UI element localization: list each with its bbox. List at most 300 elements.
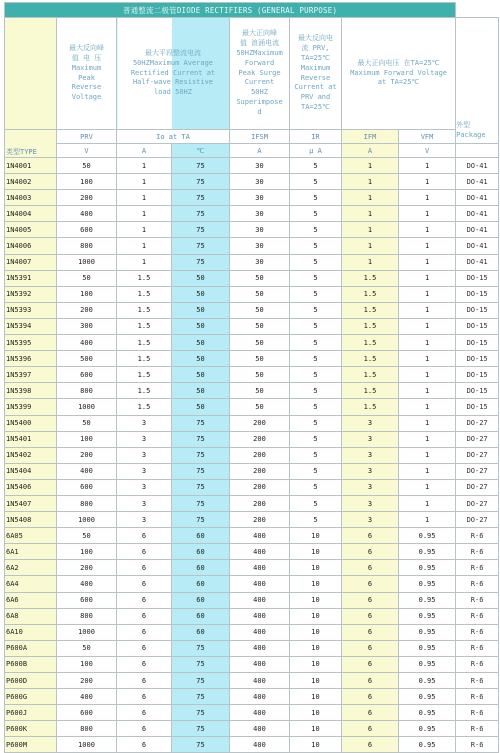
- table-row: [5, 689, 499, 705]
- ir-value: 5: [290, 158, 342, 174]
- vfm-value: 1: [399, 286, 456, 302]
- table-row: [5, 576, 499, 592]
- ir-value: 5: [290, 383, 342, 399]
- ifm-value: 3: [342, 479, 399, 495]
- ifm-value: 3: [342, 463, 399, 479]
- io-value: 6: [117, 592, 172, 608]
- part-number: 1N5394: [5, 318, 57, 334]
- io-value: 6: [117, 721, 172, 737]
- part-number: 6A05: [5, 528, 57, 544]
- ir-value: 5: [290, 286, 342, 302]
- part-number: 6A2: [5, 560, 57, 576]
- ir-value: 5: [290, 351, 342, 367]
- ir-unit: μ A: [290, 144, 342, 158]
- ta-value: 75: [172, 222, 230, 238]
- prv-value: 400: [57, 689, 117, 705]
- prv-value: 400: [57, 463, 117, 479]
- prv-value: 100: [57, 286, 117, 302]
- prv-value: 800: [57, 608, 117, 624]
- io-value: 6: [117, 624, 172, 640]
- package-unit-blank: [456, 144, 499, 158]
- ifm-value: 6: [342, 560, 399, 576]
- package-value: R-6: [456, 689, 499, 705]
- vfm-value: 1: [399, 415, 456, 431]
- io-value: 3: [117, 512, 172, 528]
- part-number: 6A4: [5, 576, 57, 592]
- vfm-value: 0.95: [399, 576, 456, 592]
- part-number: 1N4006: [5, 238, 57, 254]
- ifsm-value: 200: [230, 431, 290, 447]
- part-number: 1N5401: [5, 431, 57, 447]
- io-value: 6: [117, 544, 172, 560]
- table-row: [5, 206, 499, 222]
- ta-value: 75: [172, 254, 230, 270]
- ifsm-value: 200: [230, 495, 290, 511]
- io-value: 3: [117, 495, 172, 511]
- vfm-value: 1: [399, 351, 456, 367]
- vfm-header: VFM: [399, 130, 456, 144]
- ifsm-value: 400: [230, 689, 290, 705]
- ifm-value: 1.5: [342, 335, 399, 351]
- io-value: 6: [117, 656, 172, 672]
- part-number: 1N4005: [5, 222, 57, 238]
- table-row: [5, 222, 499, 238]
- vfm-value: 1: [399, 399, 456, 415]
- vfm-unit: V: [399, 144, 456, 158]
- package-value: DO-41: [456, 174, 499, 190]
- package-value: DO-15: [456, 318, 499, 334]
- ifm-value: 1: [342, 158, 399, 174]
- part-number: 1N5399: [5, 399, 57, 415]
- prv-value: 1000: [57, 399, 117, 415]
- io-value: 3: [117, 447, 172, 463]
- ifm-value: 6: [342, 705, 399, 721]
- package-value: DO-15: [456, 302, 499, 318]
- prv-value: 800: [57, 238, 117, 254]
- ta-value: 75: [172, 206, 230, 222]
- ifsm-value: 400: [230, 673, 290, 689]
- table-row: [5, 495, 499, 511]
- package-value: DO-41: [456, 222, 499, 238]
- vfm-value: 0.95: [399, 544, 456, 560]
- table-row: [5, 158, 499, 174]
- vfm-value: 0.95: [399, 673, 456, 689]
- vfm-value: 0.95: [399, 640, 456, 656]
- title-row: [5, 3, 499, 18]
- io-value: 1.5: [117, 383, 172, 399]
- type-header: 类型TYPE: [5, 130, 57, 158]
- ir-value: 10: [290, 721, 342, 737]
- table-row: [5, 383, 499, 399]
- io-value: 1.5: [117, 351, 172, 367]
- ta-value: 60: [172, 592, 230, 608]
- table-row: [5, 286, 499, 302]
- ifsm-value: 400: [230, 721, 290, 737]
- ir-value: 5: [290, 335, 342, 351]
- table-row: [5, 705, 499, 721]
- part-number: 1N5395: [5, 335, 57, 351]
- package-value: DO-41: [456, 254, 499, 270]
- table-row: [5, 624, 499, 640]
- ta-value: 50: [172, 351, 230, 367]
- ifsm-value: 400: [230, 705, 290, 721]
- table-row: [5, 190, 499, 206]
- vfm-value: 0.95: [399, 705, 456, 721]
- prv-value: 200: [57, 560, 117, 576]
- table-row: [5, 270, 499, 286]
- ta-value: 75: [172, 689, 230, 705]
- ifm-value: 6: [342, 544, 399, 560]
- vfm-value: 1: [399, 383, 456, 399]
- part-number: 6A8: [5, 608, 57, 624]
- io-value: 3: [117, 463, 172, 479]
- package-value: DO-27: [456, 415, 499, 431]
- table-row: [5, 479, 499, 495]
- part-number: 1N5407: [5, 495, 57, 511]
- io-value: 1: [117, 238, 172, 254]
- io-value: 6: [117, 640, 172, 656]
- ir-description: 最大反向电 流 PRV, TA=25℃ Maximum Reverse Current at PRV and TA=25℃: [290, 18, 342, 130]
- ifm-value: 3: [342, 495, 399, 511]
- table-row: [5, 238, 499, 254]
- prv-value: 50: [57, 158, 117, 174]
- vfm-value: 1: [399, 335, 456, 351]
- ir-value: 5: [290, 318, 342, 334]
- vfm-value: 0.95: [399, 560, 456, 576]
- vfm-value: 0.95: [399, 608, 456, 624]
- ifsm-value: 50: [230, 335, 290, 351]
- vfm-value: 1: [399, 318, 456, 334]
- ifm-value: 1: [342, 174, 399, 190]
- prv-value: 1000: [57, 254, 117, 270]
- part-number: P600D: [5, 673, 57, 689]
- ifm-value: 6: [342, 673, 399, 689]
- ifsm-value: 30: [230, 190, 290, 206]
- ifm-value: 6: [342, 640, 399, 656]
- ifm-value: 3: [342, 512, 399, 528]
- package-value: DO-41: [456, 158, 499, 174]
- vfm-value: 0.95: [399, 737, 456, 753]
- vfm-value: 0.95: [399, 528, 456, 544]
- prv-value: 600: [57, 367, 117, 383]
- io-value: 6: [117, 560, 172, 576]
- package-value: R-6: [456, 721, 499, 737]
- ifsm-value: 30: [230, 222, 290, 238]
- table-row: [5, 608, 499, 624]
- ta-value: 75: [172, 158, 230, 174]
- vfm-value: 0.95: [399, 721, 456, 737]
- ifsm-unit: A: [230, 144, 290, 158]
- prv-value: 200: [57, 302, 117, 318]
- vfm-value: 0.95: [399, 624, 456, 640]
- prv-value: 600: [57, 705, 117, 721]
- ta-value: 75: [172, 495, 230, 511]
- ifsm-value: 400: [230, 656, 290, 672]
- ir-value: 5: [290, 270, 342, 286]
- ta-value: 60: [172, 528, 230, 544]
- ir-value: 5: [290, 174, 342, 190]
- ifsm-value: 400: [230, 544, 290, 560]
- vfm-value: 1: [399, 302, 456, 318]
- package-value: R-6: [456, 544, 499, 560]
- ta-value: 75: [172, 479, 230, 495]
- package-value: R-6: [456, 737, 499, 753]
- table-row: [5, 318, 499, 334]
- ifm-value: 6: [342, 656, 399, 672]
- io-value: 6: [117, 689, 172, 705]
- table-title: 普通整流二极管DIODE RECTIFIERS (GENERAL PURPOSE): [5, 3, 456, 18]
- ir-value: 5: [290, 190, 342, 206]
- diode-spec-table: [4, 2, 499, 753]
- io-unit: A: [117, 144, 172, 158]
- prv-value: 50: [57, 640, 117, 656]
- io-value: 1.5: [117, 367, 172, 383]
- package-value: DO-27: [456, 447, 499, 463]
- prv-value: 50: [57, 415, 117, 431]
- ir-value: 10: [290, 656, 342, 672]
- table-row: [5, 431, 499, 447]
- package-value: R-6: [456, 624, 499, 640]
- part-number: 1N5400: [5, 415, 57, 431]
- ifsm-value: 400: [230, 624, 290, 640]
- part-number: 1N5391: [5, 270, 57, 286]
- ifm-value: 3: [342, 415, 399, 431]
- prv-value: 1000: [57, 512, 117, 528]
- type-header-blank: [5, 18, 57, 130]
- prv-value: 200: [57, 190, 117, 206]
- prv-value: 200: [57, 673, 117, 689]
- ifm-value: 1: [342, 238, 399, 254]
- ifsm-value: 50: [230, 351, 290, 367]
- ta-value: 50: [172, 367, 230, 383]
- prv-value: 400: [57, 206, 117, 222]
- vfm-description: 最大正向电压 在TA=25℃ Maximum Forward Voltage at TA=25℃: [342, 18, 456, 130]
- package-value: DO-15: [456, 399, 499, 415]
- ifsm-value: 50: [230, 302, 290, 318]
- ir-value: 5: [290, 222, 342, 238]
- part-number: 1N5406: [5, 479, 57, 495]
- ir-value: 10: [290, 576, 342, 592]
- vfm-value: 1: [399, 254, 456, 270]
- part-number: P600J: [5, 705, 57, 721]
- prv-value: 50: [57, 270, 117, 286]
- ta-value: 60: [172, 544, 230, 560]
- table-row: [5, 544, 499, 560]
- table-row: [5, 463, 499, 479]
- io-value: 1.5: [117, 302, 172, 318]
- ta-value: 60: [172, 576, 230, 592]
- ifsm-value: 400: [230, 640, 290, 656]
- ir-value: 10: [290, 673, 342, 689]
- ifsm-value: 200: [230, 463, 290, 479]
- ifsm-value: 30: [230, 206, 290, 222]
- ifsm-header: IFSM: [230, 130, 290, 144]
- ir-value: 5: [290, 479, 342, 495]
- io-value: 6: [117, 608, 172, 624]
- prv-value: 500: [57, 351, 117, 367]
- ir-value: 5: [290, 302, 342, 318]
- header-desc-row: [5, 18, 499, 130]
- ir-value: 10: [290, 640, 342, 656]
- io-value: 1: [117, 174, 172, 190]
- package-value: R-6: [456, 560, 499, 576]
- prv-value: 800: [57, 495, 117, 511]
- ta-value: 75: [172, 705, 230, 721]
- table-row: [5, 415, 499, 431]
- part-number: P600G: [5, 689, 57, 705]
- header-unit-row: [5, 144, 499, 158]
- io-value: 3: [117, 479, 172, 495]
- io-value: 1.5: [117, 318, 172, 334]
- ifsm-value: 30: [230, 238, 290, 254]
- package-value: DO-41: [456, 238, 499, 254]
- ifm-value: 6: [342, 592, 399, 608]
- ifm-value: 1.5: [342, 270, 399, 286]
- package-value: DO-15: [456, 286, 499, 302]
- ifm-value: 6: [342, 528, 399, 544]
- io-value: 6: [117, 705, 172, 721]
- prv-value: 1000: [57, 624, 117, 640]
- ta-value: 50: [172, 399, 230, 415]
- ifm-value: 1.5: [342, 367, 399, 383]
- part-number: P600A: [5, 640, 57, 656]
- ifm-value: 6: [342, 624, 399, 640]
- prv-header: PRV: [57, 130, 117, 144]
- vfm-value: 0.95: [399, 656, 456, 672]
- ir-value: 10: [290, 624, 342, 640]
- part-number: 1N5398: [5, 383, 57, 399]
- ta-value: 75: [172, 721, 230, 737]
- ir-value: 10: [290, 608, 342, 624]
- ifm-value: 1: [342, 254, 399, 270]
- ta-value: 50: [172, 335, 230, 351]
- vfm-value: 1: [399, 512, 456, 528]
- part-number: 1N5397: [5, 367, 57, 383]
- ifm-unit: A: [342, 144, 399, 158]
- prv-value: 100: [57, 174, 117, 190]
- ta-value: 75: [172, 238, 230, 254]
- part-number: 1N5396: [5, 351, 57, 367]
- ir-value: 10: [290, 560, 342, 576]
- io-description: 最大平段整流电流 50HZMaximum Average Rectified Current at Half-wave Resistive load 50HZ: [117, 18, 230, 130]
- package-value: DO-27: [456, 512, 499, 528]
- ir-value: 5: [290, 367, 342, 383]
- ta-value: 50: [172, 286, 230, 302]
- package-value: R-6: [456, 608, 499, 624]
- ir-value: 5: [290, 399, 342, 415]
- vfm-value: 1: [399, 463, 456, 479]
- prv-value: 100: [57, 656, 117, 672]
- vfm-value: 0.95: [399, 689, 456, 705]
- package-value: DO-41: [456, 190, 499, 206]
- package-value: R-6: [456, 528, 499, 544]
- ifm-value: 1: [342, 190, 399, 206]
- ta-value: 75: [172, 415, 230, 431]
- table-row: [5, 351, 499, 367]
- ifsm-value: 50: [230, 383, 290, 399]
- io-value: 1: [117, 158, 172, 174]
- ifm-value: 1: [342, 222, 399, 238]
- package-value: DO-15: [456, 351, 499, 367]
- vfm-value: 1: [399, 367, 456, 383]
- io-value: 6: [117, 673, 172, 689]
- prv-unit: V: [57, 144, 117, 158]
- ir-header: IR: [290, 130, 342, 144]
- ifsm-value: 50: [230, 367, 290, 383]
- io-value: 1: [117, 206, 172, 222]
- part-number: 1N4004: [5, 206, 57, 222]
- part-number: 1N5393: [5, 302, 57, 318]
- ifm-value: 1.5: [342, 286, 399, 302]
- table-row: [5, 737, 499, 753]
- ir-value: 5: [290, 463, 342, 479]
- ifsm-value: 200: [230, 447, 290, 463]
- ifm-value: 1.5: [342, 399, 399, 415]
- prv-value: 400: [57, 576, 117, 592]
- ta-value: 50: [172, 302, 230, 318]
- ifm-value: 1.5: [342, 302, 399, 318]
- table-row: [5, 560, 499, 576]
- table-row: [5, 254, 499, 270]
- ir-value: 5: [290, 495, 342, 511]
- package-value: R-6: [456, 705, 499, 721]
- ta-value: 75: [172, 463, 230, 479]
- table-row: [5, 673, 499, 689]
- ta-value: 60: [172, 624, 230, 640]
- part-number: 1N5408: [5, 512, 57, 528]
- ifm-value: 6: [342, 608, 399, 624]
- ta-value: 75: [172, 431, 230, 447]
- vfm-value: 1: [399, 158, 456, 174]
- package-value: DO-27: [456, 463, 499, 479]
- package-value: DO-41: [456, 206, 499, 222]
- part-number: 1N4003: [5, 190, 57, 206]
- prv-value: 800: [57, 721, 117, 737]
- part-number: 1N5402: [5, 447, 57, 463]
- ifsm-value: 30: [230, 174, 290, 190]
- ifsm-description: 最大正向峰 值 浪涌电流 50HZMaximum Forward Peak Surge Current 50HZ Superimpose d: [230, 18, 290, 130]
- io-value: 1.5: [117, 335, 172, 351]
- ifm-header: IFM: [342, 130, 399, 144]
- io-value: 1.5: [117, 270, 172, 286]
- part-number: 1N4007: [5, 254, 57, 270]
- ta-value: 75: [172, 447, 230, 463]
- table-row: [5, 721, 499, 737]
- io-value: 3: [117, 431, 172, 447]
- ir-value: 5: [290, 415, 342, 431]
- ifsm-value: 200: [230, 479, 290, 495]
- io-value: 6: [117, 528, 172, 544]
- prv-description: 最大反向峰 值 电 压 Maximum Peak Reverse Voltage: [57, 18, 117, 130]
- package-value: DO-15: [456, 367, 499, 383]
- io-value: 1.5: [117, 286, 172, 302]
- ifsm-value: 400: [230, 576, 290, 592]
- part-number: P600M: [5, 737, 57, 753]
- part-number: P600B: [5, 656, 57, 672]
- part-number: 1N4001: [5, 158, 57, 174]
- ta-value: 50: [172, 270, 230, 286]
- ir-value: 5: [290, 238, 342, 254]
- vfm-value: 1: [399, 270, 456, 286]
- io-value: 6: [117, 576, 172, 592]
- table-row: [5, 399, 499, 415]
- ta-unit: ℃: [172, 144, 230, 158]
- ir-value: 10: [290, 737, 342, 753]
- prv-value: 600: [57, 592, 117, 608]
- ifm-value: 1.5: [342, 383, 399, 399]
- ifm-value: 3: [342, 447, 399, 463]
- package-value: DO-27: [456, 479, 499, 495]
